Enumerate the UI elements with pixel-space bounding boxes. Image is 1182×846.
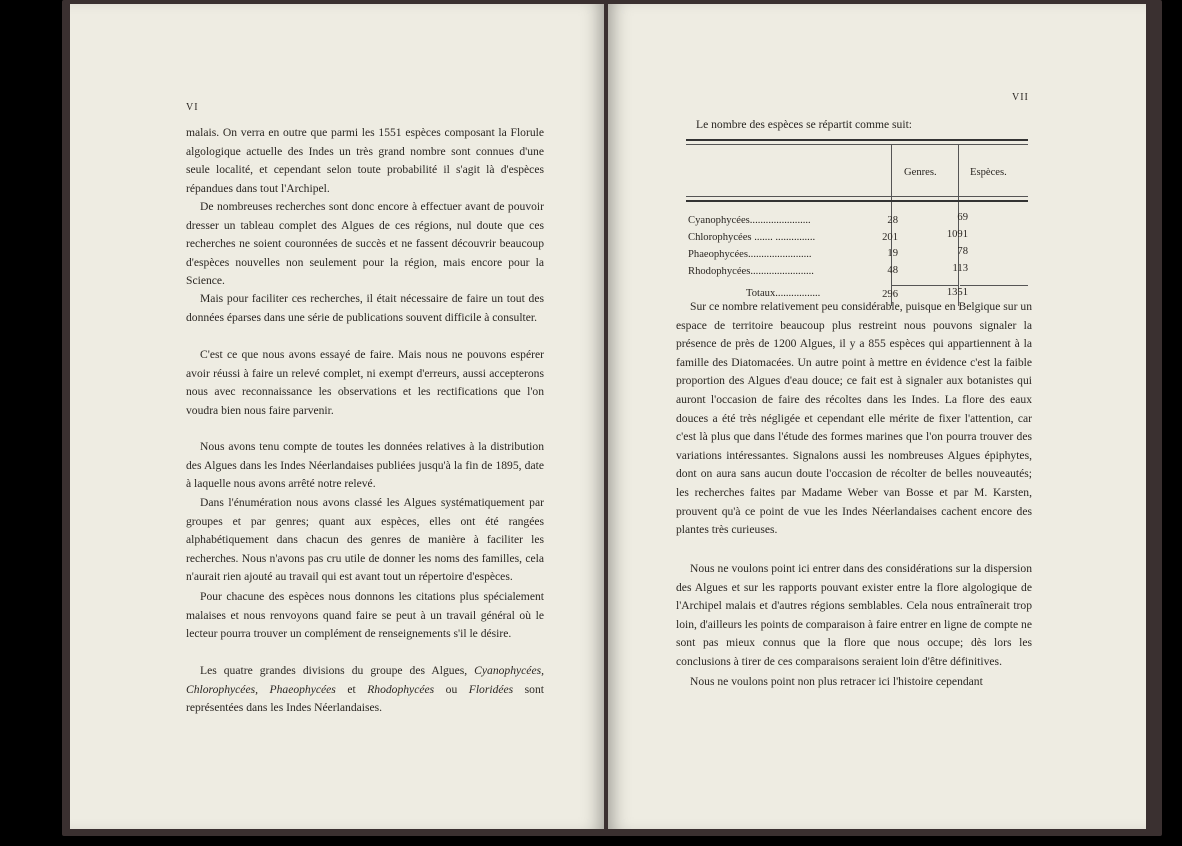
page-number-right: VII <box>1012 92 1029 103</box>
paragraph-8-text-1: Les quatre grandes divisions du groupe des Algues, <box>200 664 475 677</box>
header-genres: Genres. <box>904 167 937 178</box>
row-label: Chlorophycées <box>688 232 752 243</box>
paragraph-8-text-4: ou <box>434 682 469 696</box>
table-intro: Le nombre des espèces se répartit comme suit: <box>696 118 913 131</box>
paragraph-8 <box>186 662 544 718</box>
row-label: Rhodophycées <box>688 266 751 277</box>
total-label: Totaux <box>746 288 776 299</box>
row-phaeophycees-genres: 19 <box>887 248 898 259</box>
row-chlorophycees-genres: 201 <box>882 232 898 243</box>
row-label: Cyanophycées <box>688 215 750 226</box>
paragraph-3: Mais pour faciliter ces recherches, il était nécessaire de faire un tout des données éparses dans une série de publications souvent difficile à consulter. <box>186 292 544 324</box>
total-rule-especes <box>960 285 1028 286</box>
table-divider-2 <box>958 144 959 306</box>
paragraph-7: Pour chacune des espèces nous donnons les citations plus spécialement malaises et nous renvoyons quand faire se peut à un travail général où le lecteur pourra trouver un complément de renseignements s'il le désire. <box>186 590 544 641</box>
total-rule-genres <box>891 285 959 286</box>
row-cyanophycees-especes: 69 <box>957 212 968 223</box>
header-especes: Espèces. <box>970 167 1007 178</box>
row-phaeophycees-especes: 78 <box>957 246 968 257</box>
row-rhodophycees-especes: 113 <box>952 263 968 274</box>
table-top-rule <box>686 139 1028 145</box>
paragraph-r1: Sur ce nombre relativement peu considérable, puisque en Belgique sur un espace de territoire beaucoup plus restreint nous pouvons signaler la présence de près de 1200 Algues, il y a 855 espèces qui appartiennent à la famille des Diatomacées. Un autre point à mettre en évidence c'est la faible proportion des Algues d'eau douce; ce fait est à signaler aux botanistes qui auront l'occasion de faire des récoltes dans les Indes. La flore des eaux douces a été très négligée et cependant elle mérite de fixer l'attention, car c'est là plus que dans l'étude des formes marines que l'on pourra trouver des variations intéressantes. Signalons aussi les nombreuses Algues épiphytes, dont on aura sans aucun doute l'occasion de récolter de belles nouveautés; les recherches faites par Madame Weber van Bosse et par M. Karsten, prouvent qu'à ce point de vue les Indes Néerlandaises cachent encore des plantes très curieuses. <box>676 300 1032 537</box>
row-label: Phaeophycées <box>688 249 749 260</box>
row-cyanophycees-genres: 28 <box>887 215 898 226</box>
paragraph-8-text-2 <box>258 683 270 696</box>
paragraph-5: Nous avons tenu compte de toutes les données relatives à la distribution des Algues dans les Indes Néerlandaises publiées jusqu'à la fin de 1895, date à laquelle nous avons arrêté notre relevé. <box>186 440 544 491</box>
left-page <box>70 4 604 829</box>
table-header-rule <box>686 196 1028 202</box>
row-chlorophycees-especes: 1091 <box>946 229 968 240</box>
row-total-label: Totaux................. <box>746 288 821 299</box>
paragraph-6: Dans l'énumération nous avons classé les Algues systématiquement par groupes et par genres; quant aux espèces, elles ont été rangées alphabétiquement dans chacun des genres de manière à faciliter les recherches. Nous n'avons pas cru utile de donner les noms des familles, cela n'aurait rien ajouté au travail qui est avant tout un répertoire d'espèces. <box>186 496 544 584</box>
paragraph-8-text-5: sont représentées dans les Indes Néerlandaises. <box>186 682 544 715</box>
paragraph-1: malais. On verra en outre que parmi les 1551 espèces composant la Florule algologique actuelle des Indes un très grand nombre sont connues d'une seule localité, et cependant selon toute probabilité il s'agit là d'espèces répandues dans tout l'Archipel. <box>186 126 544 195</box>
row-phaeophycees-label: Phaeophycées........................ <box>688 249 812 260</box>
paragraph-r3: Nous ne voulons point non plus retracer ici l'histoire cependant <box>690 675 983 688</box>
term-chlorophycees: Chlorophycées, <box>186 682 259 696</box>
row-chlorophycees-label: Chlorophycées ....... ............... <box>688 232 816 243</box>
paragraph-8-text-3: et <box>335 682 368 696</box>
page-number-left: VI <box>186 102 199 113</box>
paragraph-4: C'est ce que nous avons essayé de faire. Mais nous ne pouvons espérer avoir réussi à faire un relevé complet, ni exempt d'erreurs, aussi accepterons nous avec reconnaissance les observations et les rectifications que l'on voudra bien nous faire parvenir. <box>186 348 544 417</box>
paragraph-r2: Nous ne voulons point ici entrer dans des considérations sur la dispersion des Algues et sur les rapports pouvant exister entre la flore algologique de l'Archipel malais et d'autres régions semblables. Cela nous entraînerait trop loin, d'ailleurs les points de comparaison à faire entrer en ligne de compte ne sont pas mieux connus que la flore que nous occupe; dès lors les conclusions à tirer de ces comparaisons seraient loin d'être définitives. <box>676 562 1032 668</box>
row-rhodophycees-genres: 48 <box>887 265 898 276</box>
right-page <box>608 4 1146 829</box>
term-floridees: Floridées <box>468 682 514 696</box>
term-rhodophycees: Rhodophycées <box>367 682 435 696</box>
row-cyanophycees-label: Cyanophycées....................... <box>688 215 811 226</box>
term-phaeophycees: Phaeophycées <box>269 682 336 696</box>
paragraph-2: De nombreuses recherches sont donc encore à effectuer avant de pouvoir dresser un tableau complet des Algues de ces régions, nul doute que ces recherches ne soient couronnées de succès et ne fassent découvrir beaucoup d'espèces nouvelles non seulement pour la région, mais encore pour la Science. <box>186 200 544 288</box>
row-total-especes: 1351 <box>946 287 968 298</box>
row-rhodophycees-label: Rhodophycées........................ <box>688 266 814 277</box>
row-total-genres: 296 <box>882 289 898 300</box>
term-cyanophycees: Cyanophycées, <box>474 664 544 677</box>
